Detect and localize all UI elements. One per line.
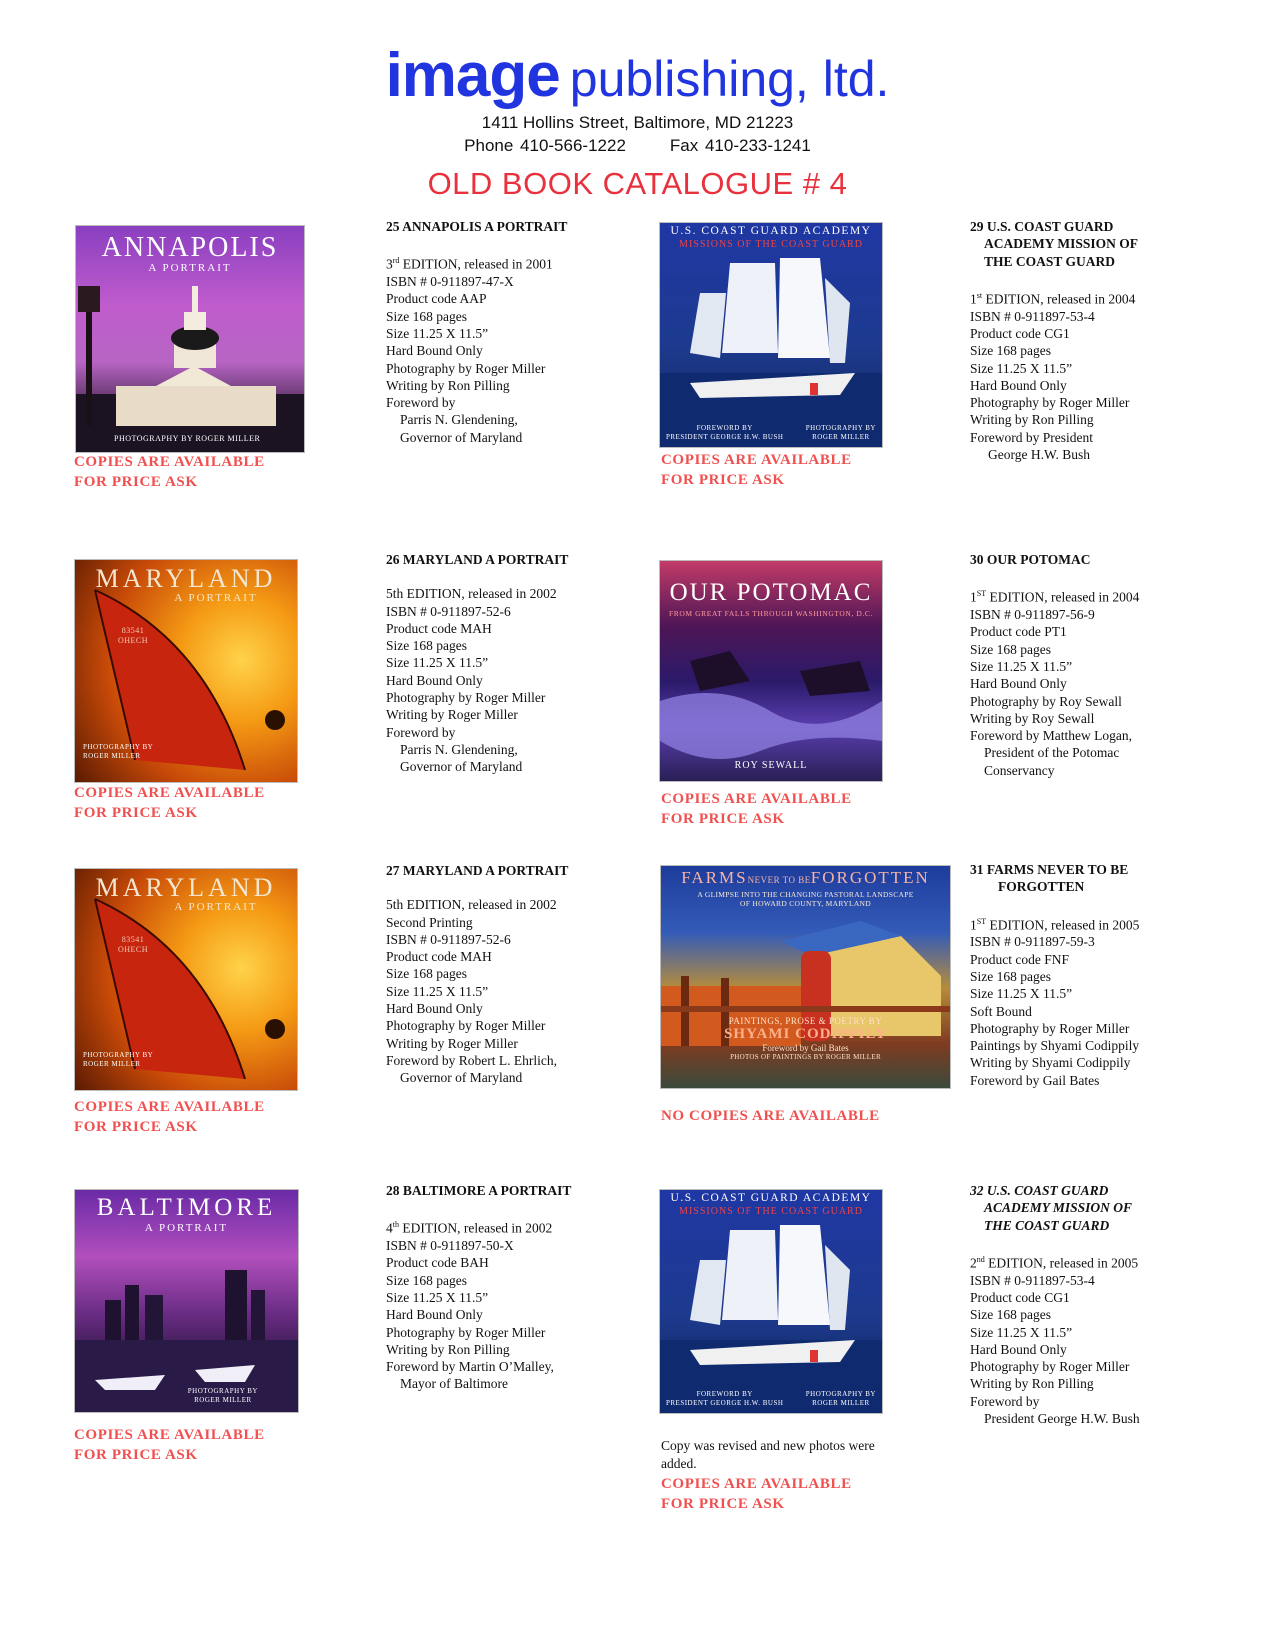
book-32-details: 32 U.S. COAST GUARD ACADEMY MISSION OF THE COAST GUARD 2nd EDITION, released in 2005 ISBN # 0-911897-53-4 Product code CG1 Size 168 pages Size 11.25 X 11.5” Hard Bound Only Photography by Roger Miller Writing by Ron Pilling Foreword by President George H.W. Bush <box>970 1183 1140 1427</box>
book-28-details: 28 BALTIMORE A PORTRAIT 4th EDITION, released in 2002 ISBN # 0-911897-50-X Product code BAH Size 168 pages Size 11.25 X 11.5” Hard Bound Only Photography by Roger Miller Writing by Ron Pilling Foreword by Martin O’Malley, Mayor of Baltimore <box>386 1183 572 1392</box>
availability-26: COPIES ARE AVAILABLE FOR PRICE ASK <box>74 785 265 821</box>
cover-credits: PAINTINGS, PROSE & POETRY BY SHYAMI CODIPPILY Foreword by Gail Bates PHOTOS OF PAINTINGS BY ROGER MILLER <box>724 1016 887 1061</box>
availability-32: COPIES ARE AVAILABLE FOR PRICE ASK <box>661 1476 852 1512</box>
cover-footer-left: FOREWORD BY PRESIDENT GEORGE H.W. BUSH <box>666 1390 784 1407</box>
cover-title: ANNAPOLIS <box>101 232 279 263</box>
availability-25: COPIES ARE AVAILABLE FOR PRICE ASK <box>74 454 265 490</box>
brand-bold: image <box>385 41 560 110</box>
edition-line: 2nd EDITION, released in 2005 <box>970 1254 1139 1271</box>
cover-maryland-second-printing <box>75 869 297 1090</box>
cover-maryland <box>75 560 297 782</box>
book-title: 25 ANNAPOLIS A PORTRAIT <box>386 219 568 234</box>
cover-subtitle: A PORTRAIT <box>174 592 258 604</box>
address: 1411 Hollins Street, Baltimore, MD 21223 <box>481 113 794 132</box>
skyline-illustration <box>75 1190 298 1412</box>
cover-coast-guard-2nd <box>660 1190 882 1413</box>
cover-footer-right: PHOTOGRAPHY BY ROGER MILLER <box>805 1390 876 1407</box>
book-30-details: 30 OUR POTOMAC 1ST EDITION, released in 2004 ISBN # 0-911897-56-9 Product code PT1 Size 168 pages Size 11.25 X 11.5” Hard Bound Only Photography by Roy Sewall Writing by Roy Sewall Foreword by Matthew Logan, President of the Potomac Conservancy <box>970 552 1140 778</box>
cover-title: MARYLAND <box>95 564 277 593</box>
availability-29: COPIES ARE AVAILABLE FOR PRICE ASK <box>661 452 852 488</box>
tall-ship-illustration <box>660 223 882 447</box>
cover-footer: PHOTOGRAPHY BY ROGER MILLER <box>114 434 261 444</box>
cover-title: FARMSNEVER TO BEFORGOTTEN <box>681 868 930 887</box>
phone: Phone 410-566-1222 <box>464 136 626 155</box>
tall-ship-illustration <box>660 1190 882 1413</box>
availability-31: NO COPIES ARE AVAILABLE <box>661 1108 880 1124</box>
cover-footer-left: FOREWORD BY PRESIDENT GEORGE H.W. BUSH <box>666 424 784 441</box>
edition-line: 5th EDITION, released in 2002 <box>386 897 557 913</box>
availability-28: COPIES ARE AVAILABLE FOR PRICE ASK <box>74 1427 265 1463</box>
availability-27: COPIES ARE AVAILABLE FOR PRICE ASK <box>74 1099 265 1135</box>
edition-line: 5th EDITION, released in 2002 <box>386 586 557 602</box>
cover-subtitle: MISSIONS OF THE COAST GUARD <box>679 1206 863 1217</box>
edition-line: 3rd EDITION, released in 2001 <box>386 256 553 272</box>
fax: Fax 410-233-1241 <box>669 136 811 155</box>
cover-baltimore <box>75 1190 298 1412</box>
cover-title: U.S. COAST GUARD ACADEMY <box>670 225 872 237</box>
catalogue-title: OLD BOOK CATALOGUE # 4 <box>427 166 848 201</box>
cover-footer: PHOTOGRAPHY BY ROGER MILLER <box>83 1051 154 1068</box>
cover-subtitle: FROM GREAT FALLS THROUGH WASHINGTON, D.C. <box>669 609 873 618</box>
cover-farms-never-to-be-forgotten <box>661 866 950 1088</box>
cover-subtitle: A PORTRAIT <box>148 262 232 274</box>
brand-logo <box>0 41 1275 110</box>
book-26-details: 26 MARYLAND A PORTRAIT 5th EDITION, released in 2002 ISBN # 0-911897-52-6 Product code MAH Size 168 pages Size 11.25 X 11.5” Hard Bound Only Photography by Roger Miller Writing by Roger Miller Foreword by Parris N. Glendening, Governor of Maryland <box>386 552 569 775</box>
edition-line: 4th EDITION, released in 2002 <box>386 1220 553 1236</box>
sail-number: 83541 OHECH <box>117 626 149 645</box>
cover-footer: PHOTOGRAPHY BY ROGER MILLER <box>187 1387 258 1404</box>
sail-number: 83541 OHECH <box>117 935 149 954</box>
river-illustration <box>660 561 882 781</box>
cover-title: MARYLAND <box>95 873 277 902</box>
cover-footer: ROY SEWALL <box>734 760 808 771</box>
cover-footer-right: PHOTOGRAPHY BY ROGER MILLER <box>805 424 876 441</box>
cover-title: BALTIMORE <box>96 1194 277 1221</box>
cover-title: U.S. COAST GUARD ACADEMY <box>670 1192 872 1204</box>
cover-title: OUR POTOMAC <box>669 579 873 606</box>
cover-subtitle: MISSIONS OF THE COAST GUARD <box>679 239 863 250</box>
book-31-details: 31 FARMS NEVER TO BE FORGOTTEN 1ST EDITION, released in 2005 ISBN # 0-911897-59-3 Product code FNF Size 168 pages Size 11.25 X 11.5” Soft Bound Photography by Roger Miller Paintings by Shyami Codippily Writing by Shyami Codippily Foreword by Gail Bates <box>970 862 1140 1088</box>
brand-rest: publishing, ltd. <box>569 51 890 107</box>
edition-line: 1ST EDITION, released in 2005 <box>970 916 1140 933</box>
cover-subtitle: A GLIMPSE INTO THE CHANGING PASTORAL LANDSCAPE OF HOWARD COUNTY, MARYLAND <box>697 890 914 908</box>
edition-line: 1ST EDITION, released in 2004 <box>970 589 1140 605</box>
cover-annapolis <box>76 226 304 452</box>
cover-subtitle: A PORTRAIT <box>174 901 258 913</box>
cover-our-potomac <box>660 561 882 781</box>
edition-line: 1st EDITION, released in 2004 <box>970 290 1136 307</box>
state-house-illustration <box>76 226 304 452</box>
cover-footer: PHOTOGRAPHY BY ROGER MILLER <box>83 743 154 760</box>
cover-coast-guard <box>660 223 882 447</box>
availability-30: COPIES ARE AVAILABLE FOR PRICE ASK <box>661 791 852 827</box>
cover-subtitle: A PORTRAIT <box>144 1222 229 1234</box>
book-29-details: 29 U.S. COAST GUARD ACADEMY MISSION OF THE COAST GUARD 1st EDITION, released in 2004 ISBN # 0-911897-53-4 Product code CG1 Size 168 pages Size 11.25 X 11.5” Hard Bound Only Photography by Roger Miller Writing by Ron Pilling Foreword by President George H.W. Bush <box>970 219 1139 463</box>
phone-fax-line <box>0 136 1275 156</box>
book-25-details: 25 ANNAPOLIS A PORTRAIT 3rd EDITION, released in 2001 ISBN # 0-911897-47-X Product code AAP Size 168 pages Size 11.25 X 11.5” Hard Bound Only Photography by Roger Miller Writing by Ron Pilling Foreword by Parris N. Glendening, Governor of Maryland <box>386 219 568 445</box>
book-27-details: 27 MARYLAND A PORTRAIT 5th EDITION, released in 2002 Second Printing ISBN # 0-911897-52-6 Product code MAH Size 168 pages Size 11.25 X 11.5” Hard Bound Only Photography by Roger Miller Writing by Roger Miller Foreword by Robert L. Ehrlich, Governor of Maryland <box>386 863 569 1086</box>
catalogue-header <box>0 41 1275 202</box>
revision-note: Copy was revised and new photos were added. <box>661 1438 875 1471</box>
